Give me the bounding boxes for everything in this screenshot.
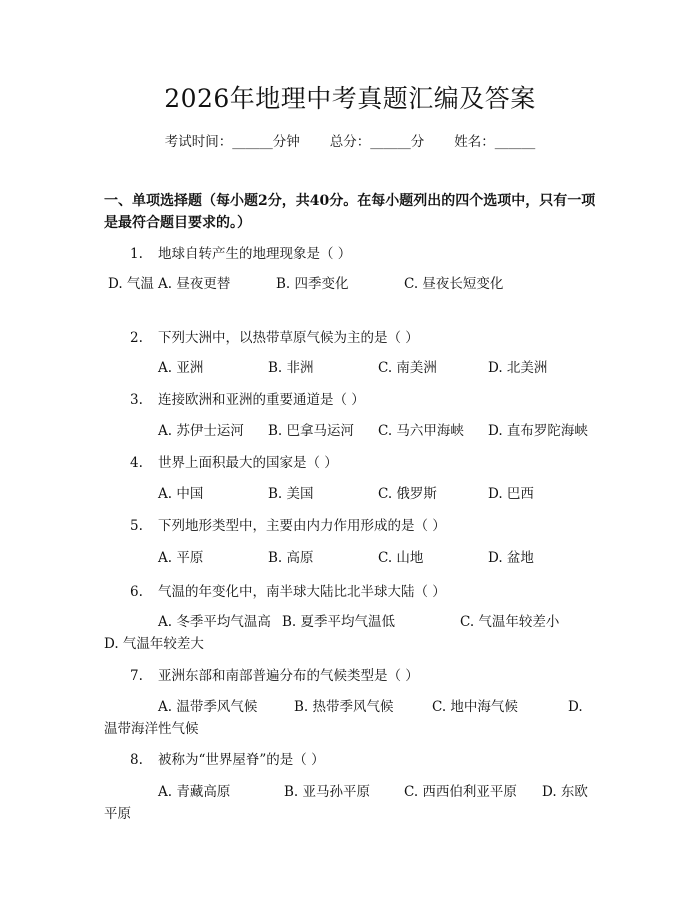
option-c: C. 地中海气候: [432, 699, 518, 715]
option-a: A. 平原: [158, 550, 204, 566]
question-number: 8.: [130, 752, 143, 768]
question-stem: 下列地形类型中，主要由内力作用形成的是（ ）: [158, 518, 446, 534]
option-b: B. 四季变化: [276, 276, 349, 292]
question-stem: 世界上面积最大的国家是（ ）: [158, 455, 338, 471]
option-b: B. 巴拿马运河: [268, 423, 355, 439]
option-d: D. 盆地: [488, 550, 534, 566]
option-c: C. 南美洲: [378, 360, 437, 376]
option-b: B. 美国: [268, 486, 314, 502]
option-b: B. 非洲: [268, 360, 314, 376]
option-c: C. 山地: [378, 550, 424, 566]
question-stem: 下列大洲中，以热带草原气候为主的是（ ）: [158, 330, 419, 346]
option-a: A. 冬季平均气温高: [158, 614, 271, 630]
question-stem: 亚洲东部和南部普遍分布的气候类型是（ ）: [158, 668, 419, 684]
question-stem: 气温的年变化中，南半球大陆比北半球大陆（ ）: [158, 584, 446, 600]
exam-page: 2026年地理中考真题汇编及答案 考试时间：______分钟 总分：______分 姓名：______ 一、单项选择题（每小题2分，共40分。在每小题列出的四个选项中，只有一项是最符合题目要求的。） 1. 地球自转产生的地理现象是（ ） A. 昼夜更替 B. 四季变化 C. 昼夜长短变化 D. 气温 2. 下列大洲中，以热带草原气候为主的是（ ） A. 亚洲 B. 非洲 C. 南美洲 D. 北美洲 3. 连接欧洲和亚洲的重要通道是（ ） A. 苏伊士运河 B. 巴拿马运河 C. 马六甲海峡 D. 直布罗陀海峡 4. 世界上面积最大的国家是（ ） A. 中国 B. 美国 C. 俄罗斯 D. 巴西 5. 下列地形类型中，主要由内力作用形成的是（ ） A. 平原 B. 高原 C. 山地 D. 盆地 6. 气温的年变化中，南半球大陆比北半球大陆（ ） A. 冬季平均气温高 B. 夏季平均气温低 C. 气温年较差小 D. 气温年较差大 7. 亚洲东部和南部普遍分布的气候类型是（ ） A. 温带季风气候 B. 热带季风气候 C. 地中海气候 D. 温带海洋性气候 8. 被称为“世界屋脊”的是（ ） A. 青藏高原 B. 亚马孙平原 C. 西西伯利亚平原 D. 东欧 平原: [0, 0, 700, 905]
option-c: C. 昼夜长短变化: [404, 276, 504, 292]
question-number: 7.: [130, 668, 143, 684]
question-stem: 连接欧洲和亚洲的重要通道是（ ）: [158, 392, 365, 408]
question-number: 4.: [130, 455, 143, 471]
option-b: B. 亚马孙平原: [284, 784, 371, 800]
total-score-field: 总分：______分: [329, 134, 425, 150]
question-number: 5.: [130, 518, 143, 534]
question-stem: 地球自转产生的地理现象是（ ）: [158, 246, 352, 262]
option-c: C. 气温年较差小: [460, 614, 560, 630]
option-a: A. 中国: [158, 486, 204, 502]
option-b: B. 热带季风气候: [294, 699, 394, 715]
option-d: D. 巴西: [488, 486, 534, 502]
question-stem: 被称为“世界屋脊”的是（ ）: [158, 752, 325, 768]
option-a: A. 昼夜更替: [158, 276, 231, 292]
option-c: C. 马六甲海峡: [378, 423, 464, 439]
question-number: 6.: [130, 584, 143, 600]
option-d: D. 气温年较差大: [104, 636, 204, 652]
option-a: A. 青藏高原: [158, 784, 231, 800]
option-d: D. 直布罗陀海峡: [488, 423, 588, 439]
option-d: D. 北美洲: [488, 360, 548, 376]
option-c: C. 西西伯利亚平原: [404, 784, 517, 800]
question-number: 3.: [130, 392, 143, 408]
page-title: 2026年地理中考真题汇编及答案: [164, 84, 536, 113]
option-a: A. 苏伊士运河: [158, 423, 244, 439]
question-number: 1.: [130, 246, 143, 262]
section-heading: 一、单项选择题（每小题2分，共40分。在每小题列出的四个选项中，只有一项是最符合题目要求的。）: [104, 193, 596, 231]
exam-meta: [0, 132, 700, 152]
exam-time-field: 考试时间：______分钟: [164, 134, 300, 150]
option-a: A. 亚洲: [158, 360, 204, 376]
question-number: 2.: [130, 330, 143, 346]
option-b: B. 夏季平均气温低: [282, 614, 396, 630]
option-b: B. 高原: [268, 550, 314, 566]
student-name-field: 姓名：______: [454, 134, 536, 150]
option-c: C. 俄罗斯: [378, 486, 437, 502]
option-a: A. 温带季风气候: [158, 699, 258, 715]
